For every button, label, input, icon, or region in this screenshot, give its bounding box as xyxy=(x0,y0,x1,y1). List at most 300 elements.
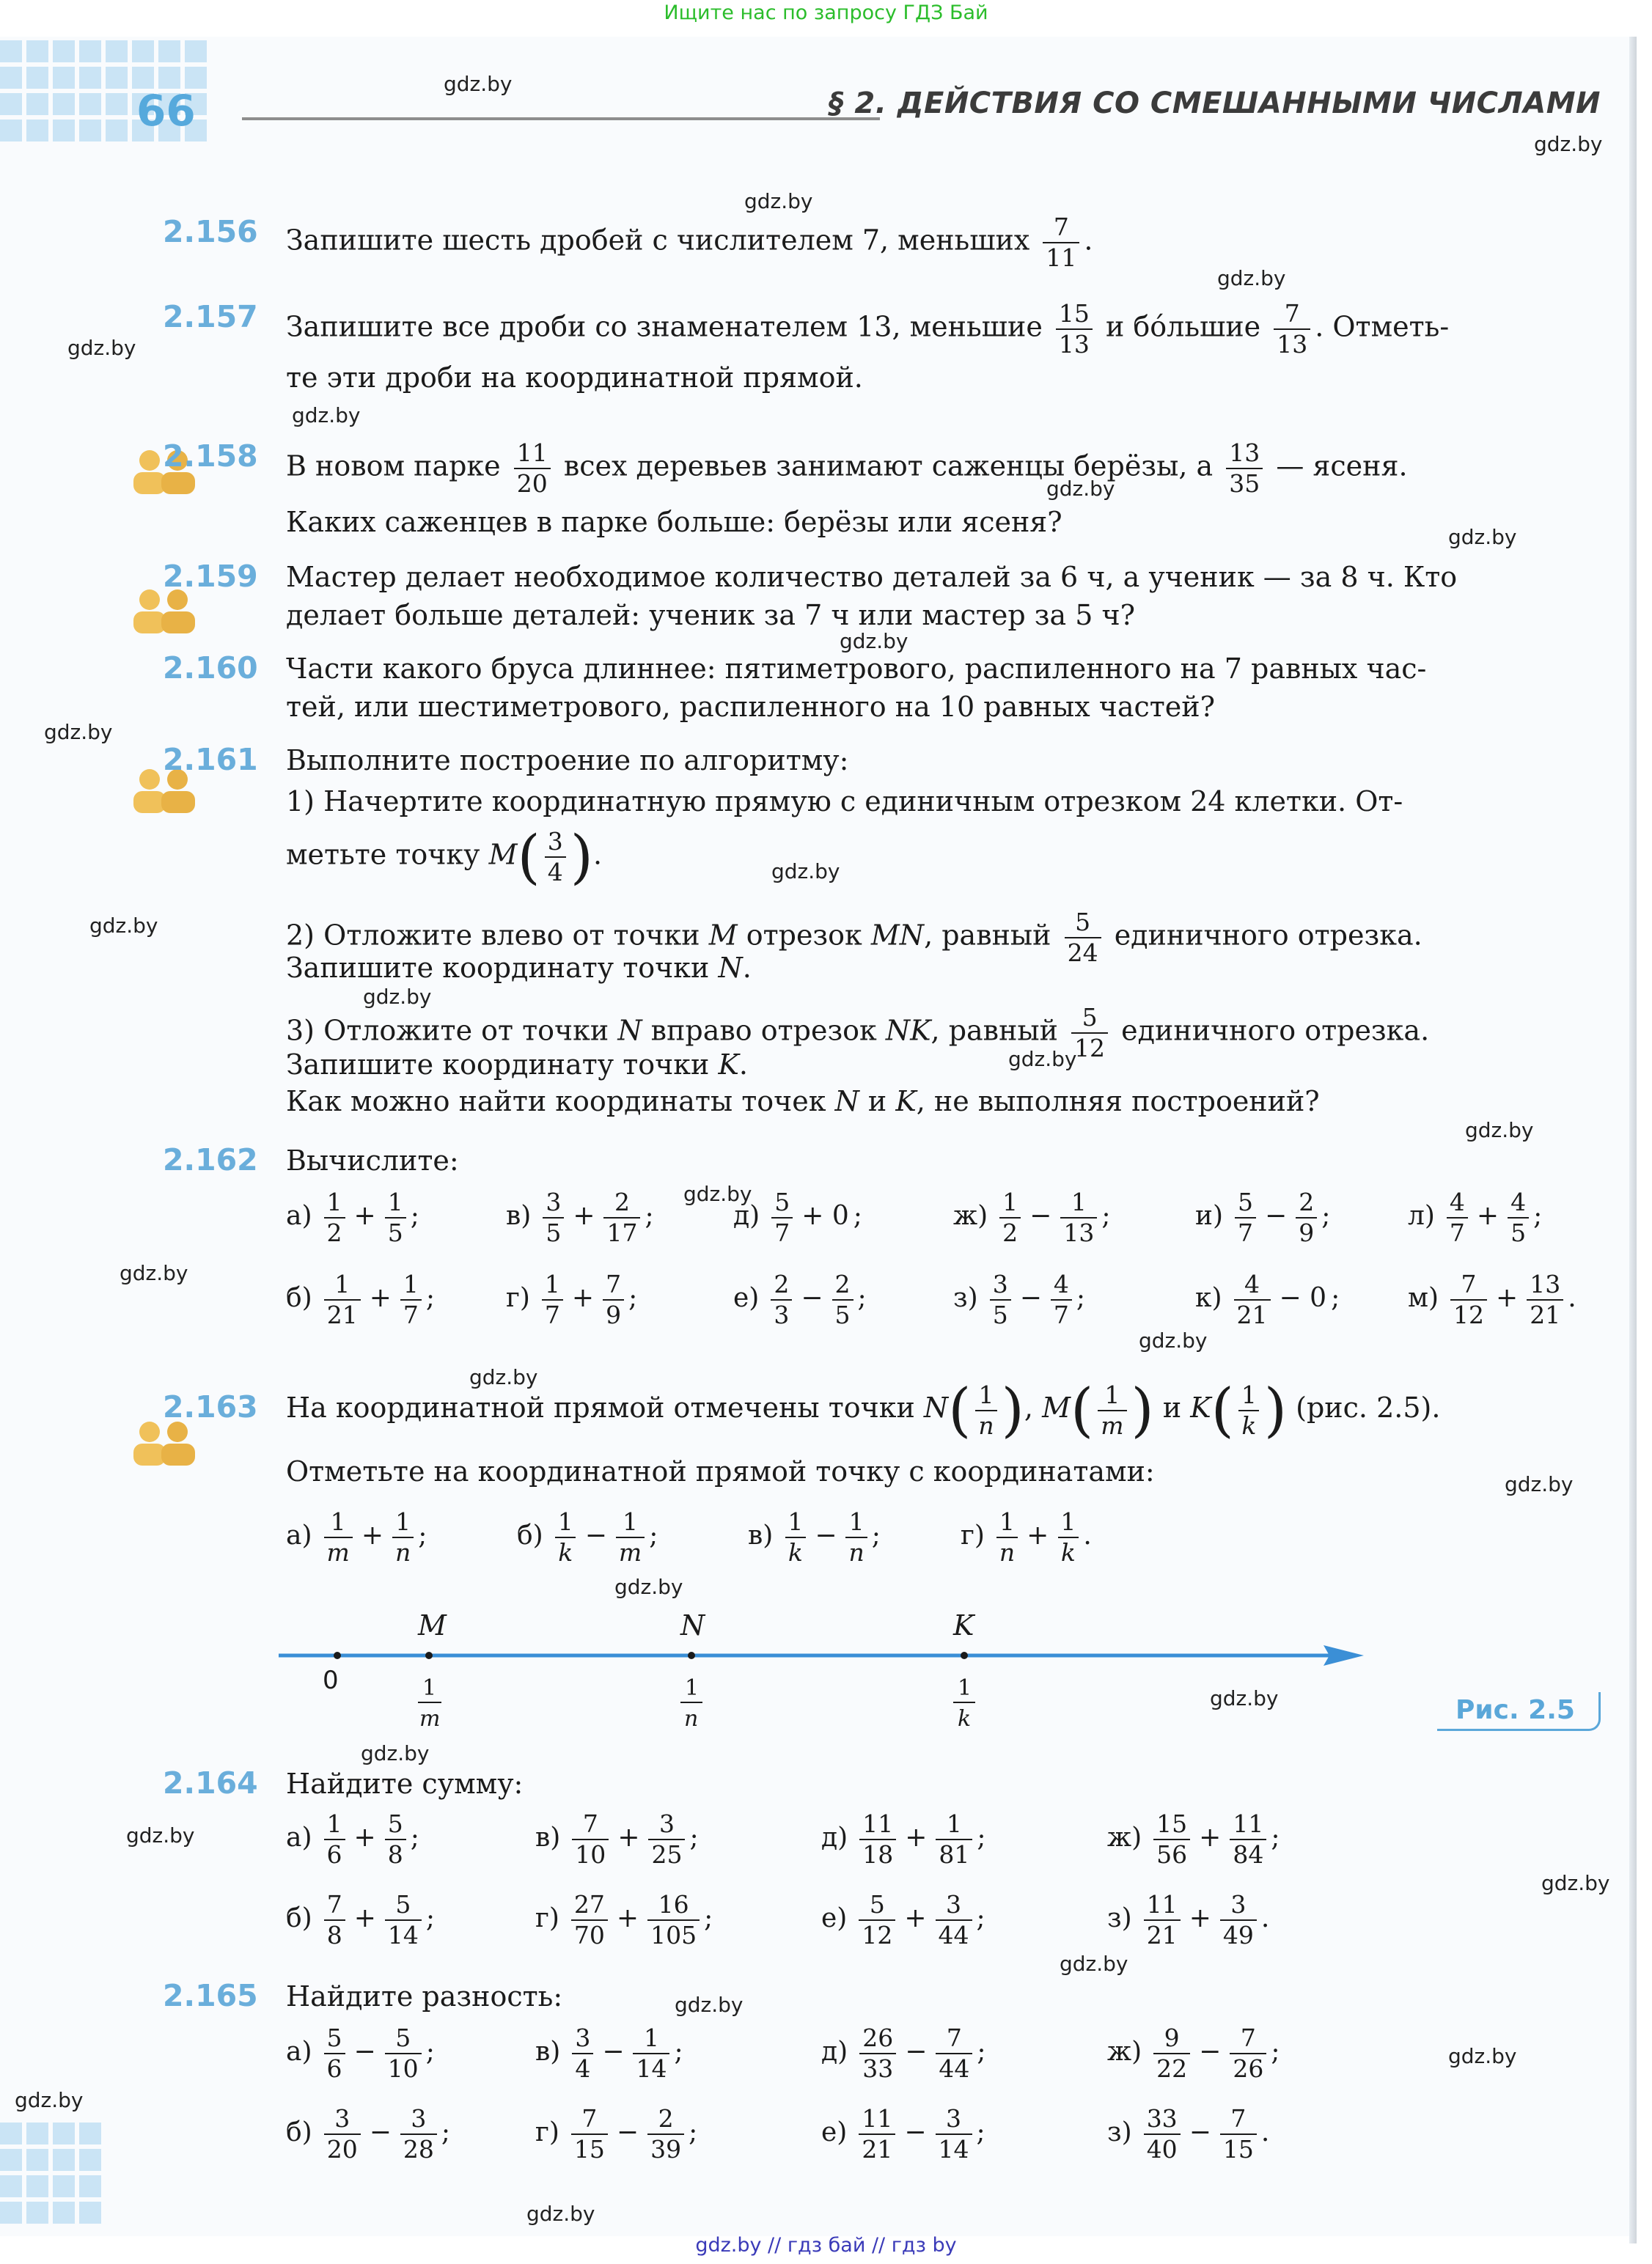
paren: ( xyxy=(948,1375,972,1444)
watermark: gdz.by xyxy=(44,720,113,744)
numerator: 3 xyxy=(1230,1890,1247,1919)
denominator: n xyxy=(845,1537,867,1567)
exercise-item xyxy=(1107,1809,1280,1870)
exercise-item xyxy=(821,1890,985,1950)
item-letter: з) xyxy=(1107,2117,1132,2147)
fraction xyxy=(785,1507,806,1567)
point-m-label: M xyxy=(418,1609,447,1642)
denominator: 3 xyxy=(771,1299,792,1330)
item-letter: е) xyxy=(821,1903,848,1933)
punct: ; xyxy=(649,1521,658,1551)
fraction xyxy=(1238,1381,1260,1441)
denominator: 12 xyxy=(1450,1299,1487,1330)
page-edge xyxy=(1629,37,1637,2243)
text: . xyxy=(742,952,752,984)
point-m: M xyxy=(488,838,518,871)
denominator: 14 xyxy=(385,1919,422,1950)
exercise-item xyxy=(953,1188,1110,1248)
fraction xyxy=(1057,1507,1079,1567)
exercise-row xyxy=(286,1270,1606,1329)
punct: ; xyxy=(418,1521,427,1551)
fraction xyxy=(1235,1188,1256,1248)
fraction xyxy=(1153,1809,1190,1870)
point-k: K xyxy=(1190,1392,1211,1424)
fraction xyxy=(859,1890,895,1950)
denominator: 28 xyxy=(400,2133,437,2164)
denominator: 21 xyxy=(1144,1919,1181,1950)
fraction xyxy=(1043,213,1079,273)
operator: − xyxy=(1189,2117,1211,2147)
exercise-item xyxy=(733,1270,867,1330)
exercise-item xyxy=(1107,1890,1269,1950)
watermark: gdz.by xyxy=(1210,1686,1279,1710)
denominator: 7 xyxy=(542,1299,563,1330)
fraction xyxy=(324,1890,345,1950)
numerator: 1 xyxy=(1104,1380,1120,1409)
punct: ; xyxy=(1076,1283,1085,1313)
fraction xyxy=(392,1507,414,1567)
text: Как можно найти координаты точек xyxy=(286,1085,826,1117)
operator: − xyxy=(815,1521,837,1551)
watermark: gdz.by xyxy=(744,189,813,213)
exercise-item xyxy=(517,1507,658,1567)
denominator: 5 xyxy=(990,1299,1011,1330)
denominator: 7 xyxy=(400,1299,422,1330)
numerator: 1 xyxy=(1071,1188,1087,1216)
numerator: 7 xyxy=(581,2104,598,2133)
denominator: 18 xyxy=(859,1839,896,1870)
exercise-item xyxy=(821,2024,986,2084)
operator: − xyxy=(584,1521,607,1551)
point-n-label: N xyxy=(680,1609,705,1642)
fraction xyxy=(1056,299,1093,359)
watermark: gdz.by xyxy=(363,985,432,1009)
problem-text xyxy=(286,1045,748,1084)
denominator: 44 xyxy=(936,2053,972,2084)
fraction xyxy=(545,827,566,887)
denominator: 33 xyxy=(859,2053,896,2084)
fraction xyxy=(1296,1188,1317,1248)
fraction xyxy=(385,1890,422,1950)
problem-text xyxy=(286,1081,1320,1121)
point-k-coord-num: 1 xyxy=(958,1675,972,1701)
exercise-item xyxy=(961,1507,1092,1567)
operator: − xyxy=(369,2117,392,2147)
point-k: K xyxy=(895,1085,917,1117)
watermark: gdz.by xyxy=(444,72,513,96)
problem-number: 2.161 xyxy=(163,742,258,777)
operator: − xyxy=(1029,1201,1052,1231)
text: 3) Отложите от точки xyxy=(286,1014,609,1047)
watermark: gdz.by xyxy=(1541,1871,1610,1895)
exercise-item xyxy=(286,1809,419,1870)
problem-text: Отметьте на координатной прямой точку с координатами: xyxy=(286,1455,1155,1488)
denominator: 14 xyxy=(936,2133,972,2164)
item-letter: д) xyxy=(821,2037,848,2067)
item-letter: б) xyxy=(517,1521,543,1551)
punct: ; xyxy=(704,1903,713,1933)
watermark: gdz.by xyxy=(1465,1118,1534,1142)
point-k-coord-den: k xyxy=(958,1706,972,1732)
operator: + xyxy=(353,1823,376,1853)
problem-text: Части какого бруса длиннее: пятиметрового, распиленного на 7 равных час- xyxy=(286,653,1427,685)
operator: + 0 xyxy=(801,1201,849,1231)
numerator: 1 xyxy=(557,1507,573,1536)
point-n-coord-den: n xyxy=(684,1706,699,1732)
denominator: 6 xyxy=(324,2053,345,2084)
problem-text: Выполните построение по алгоритму: xyxy=(286,744,849,776)
numerator: 5 xyxy=(326,2024,342,2052)
point-k-label: K xyxy=(953,1609,974,1642)
denominator: 5 xyxy=(543,1217,564,1248)
text: Запишите шесть дробей с числителем 7, меньших xyxy=(286,224,1030,257)
item-letter: а) xyxy=(286,1521,312,1551)
numerator: 1 xyxy=(330,1507,346,1536)
numerator: 13 xyxy=(1229,438,1260,467)
denominator: 14 xyxy=(633,2053,669,2084)
item-letter: з) xyxy=(1107,1903,1132,1933)
watermark: gdz.by xyxy=(683,1182,752,1206)
punct: . xyxy=(1083,1521,1092,1551)
exercise-row xyxy=(286,1188,1606,1247)
operator: − 0 xyxy=(1279,1283,1327,1313)
fraction xyxy=(975,1381,996,1441)
denominator: 4 xyxy=(545,856,566,887)
fraction xyxy=(1230,2024,1266,2084)
operator: − xyxy=(1019,1283,1042,1313)
fraction xyxy=(832,1270,853,1330)
fraction xyxy=(385,1188,406,1248)
item-letter: е) xyxy=(821,2117,848,2147)
problem-text xyxy=(286,213,1093,273)
watermark: gdz.by xyxy=(469,1365,538,1389)
item-letter: з) xyxy=(953,1283,978,1313)
punct: . xyxy=(1568,1283,1576,1313)
problem-number: 2.164 xyxy=(163,1765,258,1801)
text: единичного отрезка. xyxy=(1121,1014,1430,1047)
fraction xyxy=(514,438,551,499)
text: . xyxy=(592,838,603,871)
item-letter: а) xyxy=(286,1201,312,1231)
item-letter: г) xyxy=(535,1903,559,1933)
denominator: k xyxy=(1058,1537,1079,1567)
denominator: 2 xyxy=(324,1217,345,1248)
numerator: 2 xyxy=(834,1270,851,1298)
problem-title: Найдите разность: xyxy=(286,1980,563,2013)
punct: ; xyxy=(1271,2037,1280,2067)
denominator: 20 xyxy=(514,468,551,499)
denominator: 13 xyxy=(1060,1217,1097,1248)
denominator: 7 xyxy=(1447,1217,1468,1248)
text: , равный xyxy=(924,919,1051,952)
item-letter: в) xyxy=(748,1521,774,1551)
text: На координатной прямой отмечены точки xyxy=(286,1392,915,1424)
operator: − xyxy=(353,2037,376,2067)
numerator: 2 xyxy=(774,1270,790,1298)
denominator: 13 xyxy=(1274,328,1310,359)
denominator: 7 xyxy=(771,1217,793,1248)
item-letter: г) xyxy=(535,2117,559,2147)
fraction xyxy=(1220,2104,1257,2164)
punct: ; xyxy=(410,1823,419,1853)
point-m: M xyxy=(708,919,738,952)
watermark: gdz.by xyxy=(675,1993,744,2017)
problem-title: Вычислите: xyxy=(286,1144,459,1177)
fraction xyxy=(555,1507,576,1567)
paren: ) xyxy=(1131,1375,1154,1444)
text: Запишите все дроби со знаменателем 13, меньшие xyxy=(286,310,1043,343)
denominator: 24 xyxy=(1065,937,1101,968)
text: и xyxy=(1162,1392,1182,1424)
exercise-row xyxy=(286,1507,1239,1567)
operator: + xyxy=(1199,1823,1222,1853)
fraction xyxy=(603,1188,640,1248)
punct: ; xyxy=(628,1283,638,1313)
denominator: 17 xyxy=(603,1217,640,1248)
denominator xyxy=(1098,1410,1126,1441)
point-n: N xyxy=(834,1085,859,1117)
numerator: 1 xyxy=(1241,1380,1257,1409)
watermark: gdz.by xyxy=(361,1741,430,1765)
item-letter: в) xyxy=(506,1201,532,1231)
problem-number: 2.160 xyxy=(163,650,258,686)
problem-text: Каких саженцев в парке больше: берёзы или ясеня? xyxy=(286,506,1062,538)
fraction xyxy=(385,2024,422,2084)
denominator: 70 xyxy=(571,1919,608,1950)
problem-number: 2.158 xyxy=(163,438,258,474)
denominator: 40 xyxy=(1144,2133,1181,2164)
item-letter: д) xyxy=(733,1201,760,1231)
item-letter: б) xyxy=(286,1903,312,1933)
punct: ; xyxy=(425,2037,435,2067)
operator: − xyxy=(602,2037,625,2067)
exercise-item xyxy=(1408,1188,1542,1248)
problem-number: 2.157 xyxy=(163,299,258,334)
operator: + xyxy=(1476,1201,1499,1231)
item-letter: в) xyxy=(535,2037,561,2067)
fraction xyxy=(571,2104,608,2164)
point-n: N xyxy=(718,952,743,984)
text: единичного отрезка. xyxy=(1114,919,1422,952)
denominator: 2 xyxy=(999,1217,1021,1248)
fraction xyxy=(1220,1890,1257,1950)
top-banner[interactable]: Ищите нас по запросу ГДЗ Бай xyxy=(664,1,988,24)
fraction xyxy=(648,1809,685,1870)
fraction xyxy=(1234,1270,1271,1330)
numerator: 3 xyxy=(946,2104,962,2133)
text: отрезок xyxy=(746,919,862,952)
numerator: 5 xyxy=(1238,1188,1254,1216)
watermark: gdz.by xyxy=(292,403,361,427)
item-letter: ж) xyxy=(1107,1823,1142,1853)
text: Запишите координату точки xyxy=(286,952,710,984)
numerator: 1 xyxy=(544,1270,560,1298)
exercise-item xyxy=(1195,1270,1340,1330)
item-letter: в) xyxy=(535,1823,561,1853)
numerator: 1 xyxy=(387,1188,403,1216)
operator: − xyxy=(801,1283,823,1313)
denominator: 5 xyxy=(832,1299,853,1330)
denominator: 56 xyxy=(1153,1839,1190,1870)
watermark: gdz.by xyxy=(1217,266,1286,290)
denominator: 39 xyxy=(647,2133,684,2164)
numerator: 1 xyxy=(999,1507,1016,1536)
point-m-coord-den: m xyxy=(419,1706,441,1732)
numerator: 5 xyxy=(387,1809,403,1838)
text: вправо отрезок xyxy=(650,1014,877,1047)
point-m-dot xyxy=(425,1652,433,1659)
numerator: 11 xyxy=(862,1809,894,1838)
operator: + xyxy=(353,1903,376,1933)
item-letter: и) xyxy=(1195,1201,1224,1231)
denominator: 49 xyxy=(1220,1919,1257,1950)
numerator: 11 xyxy=(1146,1890,1178,1919)
numerator: 4 xyxy=(1449,1188,1465,1216)
watermark: gdz.by xyxy=(1139,1328,1208,1353)
text: 2) Отложите влево от точки xyxy=(286,919,700,952)
fraction xyxy=(633,2024,669,2084)
bottom-banner[interactable]: gdz.by // гдз бай // гдз by xyxy=(695,2234,957,2257)
item-letter: л) xyxy=(1408,1201,1435,1231)
denominator: 81 xyxy=(936,1839,972,1870)
problem-text xyxy=(286,438,1408,499)
header-rule xyxy=(242,117,880,120)
fraction xyxy=(1144,1890,1181,1950)
fraction xyxy=(1144,2104,1181,2164)
denominator: 10 xyxy=(572,1839,609,1870)
denominator: k xyxy=(555,1537,576,1567)
operator: + xyxy=(1027,1521,1049,1551)
numerator: 3 xyxy=(658,1809,675,1838)
numerator: 11 xyxy=(862,2104,893,2133)
text: Запишите координату точки xyxy=(286,1048,710,1081)
point-k-dot xyxy=(961,1652,968,1659)
operator: + xyxy=(616,1903,639,1933)
denominator: 6 xyxy=(324,1839,345,1870)
numerator: 4 xyxy=(1053,1270,1069,1298)
item-letter: б) xyxy=(286,2117,312,2147)
watermark: gdz.by xyxy=(1060,1952,1128,1976)
exercise-row xyxy=(286,1809,1532,1869)
operator: + xyxy=(1189,1903,1211,1933)
problem-text: Мастер делает необходимое количество деталей за 6 ч, а ученик — за 8 ч. Кто xyxy=(286,561,1458,593)
punct: ; xyxy=(1533,1201,1543,1231)
operator: + xyxy=(617,1823,640,1853)
fraction xyxy=(936,1809,972,1870)
exercise-item xyxy=(286,2024,435,2084)
fraction xyxy=(1098,1381,1126,1441)
operator: − xyxy=(904,2117,927,2147)
point-n-dot xyxy=(688,1652,695,1659)
numerator: 1 xyxy=(326,1188,342,1216)
numerator: 5 xyxy=(1082,1003,1098,1032)
exercise-item xyxy=(535,1890,713,1950)
exercise-item xyxy=(286,1188,419,1248)
text: . xyxy=(1084,224,1093,257)
fraction xyxy=(1071,1003,1108,1063)
watermark: gdz.by xyxy=(526,2202,595,2226)
fraction xyxy=(543,1188,564,1248)
watermark: gdz.by xyxy=(89,914,158,938)
problem-title: Найдите сумму: xyxy=(286,1768,524,1800)
fraction xyxy=(1051,1270,1072,1330)
text: , не выполняя построений? xyxy=(916,1085,1320,1117)
numerator: 2 xyxy=(614,1188,630,1216)
numerator: 4 xyxy=(1244,1270,1260,1298)
denominator: m xyxy=(324,1537,353,1567)
text: В новом парке xyxy=(286,449,501,482)
numerator: 9 xyxy=(1164,2024,1180,2052)
text: всех деревьев занимают саженцы берёзы, а xyxy=(563,449,1214,482)
point-n: N xyxy=(923,1392,949,1424)
corner-tiles-bottom xyxy=(0,2122,101,2224)
paren: ( xyxy=(1211,1375,1234,1444)
numerator: 3 xyxy=(575,2024,591,2052)
problem-text: 1) Начертите координатную прямую с единичным отрезком 24 клетки. От- xyxy=(286,785,1403,817)
point-n: N xyxy=(617,1014,642,1047)
problem-text xyxy=(286,823,603,891)
fraction xyxy=(845,1507,867,1567)
variable: k xyxy=(1241,1411,1257,1440)
figure-caption: Рис. 2.5 xyxy=(1455,1695,1575,1725)
exercise-item xyxy=(1107,2024,1280,2084)
denominator: 21 xyxy=(859,2133,895,2164)
problem-number: 2.165 xyxy=(163,1978,258,2013)
numerator: 1 xyxy=(946,1809,962,1838)
punct: . xyxy=(1260,2117,1270,2147)
fraction xyxy=(571,1890,608,1950)
text: . Отметь- xyxy=(1315,310,1450,343)
fraction xyxy=(385,1809,406,1870)
problem-text xyxy=(286,299,1449,359)
segment-mn: MN xyxy=(870,919,925,952)
item-letter: г) xyxy=(506,1283,530,1313)
denominator: 5 xyxy=(1508,1217,1529,1248)
exercise-item xyxy=(821,2104,985,2164)
watermark: gdz.by xyxy=(67,336,136,360)
problem-number: 2.159 xyxy=(163,559,258,594)
numerator: 33 xyxy=(1146,2104,1178,2133)
denominator: n xyxy=(392,1537,414,1567)
item-letter: г) xyxy=(961,1521,985,1551)
denominator: 4 xyxy=(572,2053,593,2084)
denominator: 25 xyxy=(648,1839,685,1870)
fraction xyxy=(603,1270,624,1330)
fraction xyxy=(1447,1188,1468,1248)
numerator: 1 xyxy=(848,1507,864,1536)
denominator: 13 xyxy=(1056,328,1093,359)
numerator: 3 xyxy=(992,1270,1008,1298)
fraction xyxy=(647,1890,700,1950)
text: и бóльшие xyxy=(1106,310,1261,343)
punct: ; xyxy=(976,1903,985,1933)
fraction xyxy=(400,2104,437,2164)
exercise-item xyxy=(286,2104,450,2164)
item-letter: б) xyxy=(286,1283,312,1313)
watermark: gdz.by xyxy=(1534,132,1603,156)
punct: ; xyxy=(1331,1283,1340,1313)
operator: − xyxy=(1199,2037,1222,2067)
denominator: 7 xyxy=(1051,1299,1072,1330)
operator: + xyxy=(1496,1283,1519,1313)
fraction xyxy=(1274,299,1310,359)
numerator: 3 xyxy=(411,2104,427,2133)
numerator: 1 xyxy=(978,1380,994,1409)
denominator: m xyxy=(616,1537,645,1567)
numerator: 7 xyxy=(1240,2024,1256,2052)
operator: − xyxy=(616,2117,639,2147)
numerator: 11 xyxy=(516,438,548,467)
